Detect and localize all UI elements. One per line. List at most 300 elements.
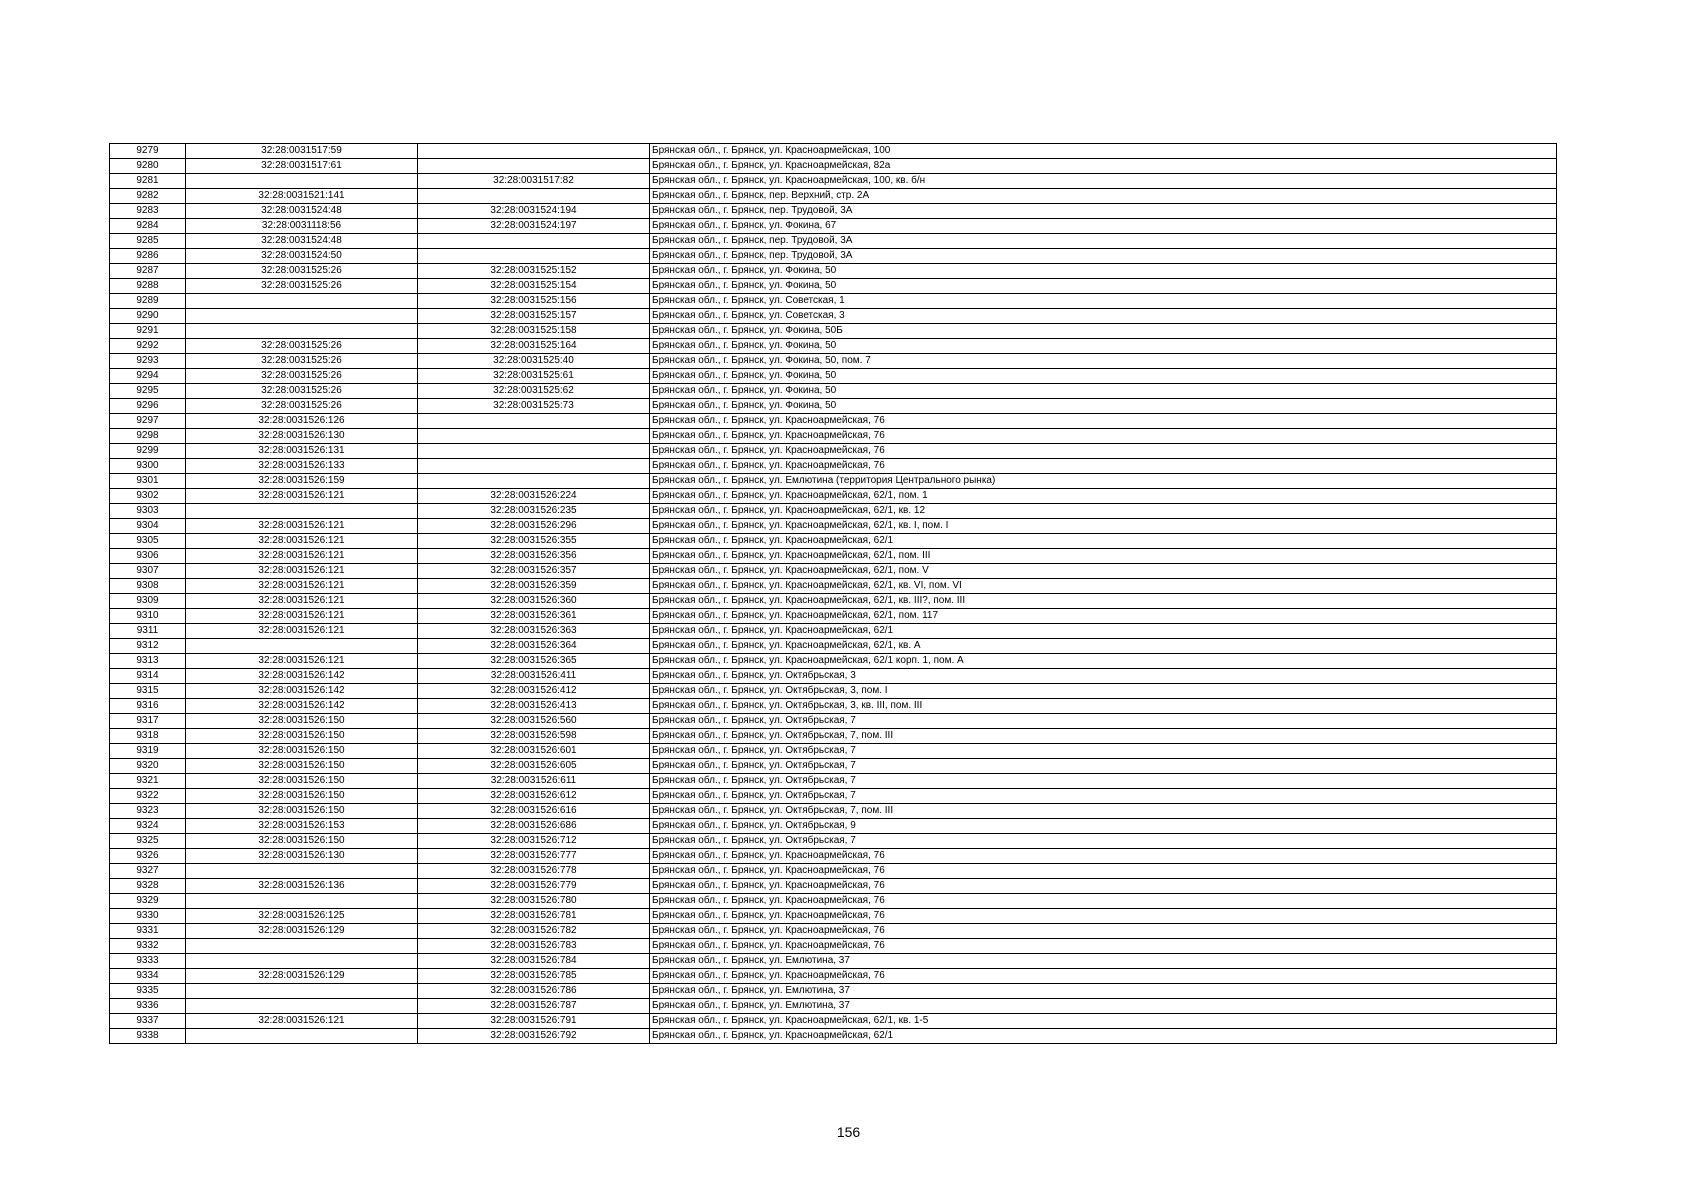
parent-cadastral-number-cell: 32:28:0031526:150 xyxy=(186,744,418,759)
table-row xyxy=(110,474,1557,489)
table-row xyxy=(110,519,1557,534)
address-cell: Брянская обл., г. Брянск, ул. Красноармейская, 76 xyxy=(650,909,1557,924)
row-number-cell: 9330 xyxy=(110,909,186,924)
object-cadastral-number-cell: 32:28:0031526:412 xyxy=(418,684,650,699)
address-cell: Брянская обл., г. Брянск, пер. Верхний, стр. 2А xyxy=(650,189,1557,204)
parent-cadastral-number-cell: 32:28:0031525:26 xyxy=(186,369,418,384)
address-cell: Брянская обл., г. Брянск, ул. Фокина, 50 xyxy=(650,399,1557,414)
object-cadastral-number-cell: 32:28:0031526:359 xyxy=(418,579,650,594)
address-cell: Брянская обл., г. Брянск, ул. Красноармейская, 62/1, пом. 117 xyxy=(650,609,1557,624)
address-cell: Брянская обл., г. Брянск, ул. Красноармейская, 62/1 корп. 1, пом. А xyxy=(650,654,1557,669)
address-cell: Брянская обл., г. Брянск, ул. Емлютина (территория Центрального рынка) xyxy=(650,474,1557,489)
page-number: 156 xyxy=(836,1124,861,1140)
table-row xyxy=(110,939,1557,954)
table-row xyxy=(110,249,1557,264)
row-number-cell: 9314 xyxy=(110,669,186,684)
object-cadastral-number-cell: 32:28:0031526:413 xyxy=(418,699,650,714)
row-number-cell: 9299 xyxy=(110,444,186,459)
parent-cadastral-number-cell: 32:28:0031526:142 xyxy=(186,669,418,684)
object-cadastral-number-cell: 32:28:0031525:152 xyxy=(418,264,650,279)
parent-cadastral-number-cell xyxy=(186,984,418,999)
row-number-cell: 9306 xyxy=(110,549,186,564)
table-row xyxy=(110,594,1557,609)
address-cell: Брянская обл., г. Брянск, ул. Красноармейская, 76 xyxy=(650,894,1557,909)
row-number-cell: 9317 xyxy=(110,714,186,729)
parent-cadastral-number-cell xyxy=(186,894,418,909)
object-cadastral-number-cell: 32:28:0031526:792 xyxy=(418,1029,650,1044)
parent-cadastral-number-cell: 32:28:0031526:129 xyxy=(186,969,418,984)
object-cadastral-number-cell: 32:28:0031526:782 xyxy=(418,924,650,939)
object-cadastral-number-cell: 32:28:0031526:779 xyxy=(418,879,650,894)
parent-cadastral-number-cell: 32:28:0031521:141 xyxy=(186,189,418,204)
object-cadastral-number-cell xyxy=(418,144,650,159)
address-cell: Брянская обл., г. Брянск, пер. Трудовой, 3А xyxy=(650,204,1557,219)
table-row xyxy=(110,639,1557,654)
row-number-cell: 9286 xyxy=(110,249,186,264)
parent-cadastral-number-cell: 32:28:0031525:26 xyxy=(186,384,418,399)
table-row xyxy=(110,279,1557,294)
row-number-cell: 9293 xyxy=(110,354,186,369)
table-row xyxy=(110,294,1557,309)
row-number-cell: 9329 xyxy=(110,894,186,909)
object-cadastral-number-cell: 32:28:0031526:598 xyxy=(418,729,650,744)
object-cadastral-number-cell xyxy=(418,429,650,444)
address-cell: Брянская обл., г. Брянск, ул. Красноармейская, 62/1, пом. 1 xyxy=(650,489,1557,504)
row-number-cell: 9307 xyxy=(110,564,186,579)
address-cell: Брянская обл., г. Брянск, ул. Фокина, 50 xyxy=(650,384,1557,399)
row-number-cell: 9302 xyxy=(110,489,186,504)
parent-cadastral-number-cell: 32:28:0031526:150 xyxy=(186,804,418,819)
object-cadastral-number-cell: 32:28:0031526:791 xyxy=(418,1014,650,1029)
table-row xyxy=(110,144,1557,159)
parent-cadastral-number-cell: 32:28:0031525:26 xyxy=(186,279,418,294)
address-cell: Брянская обл., г. Брянск, ул. Октябрьская, 7 xyxy=(650,759,1557,774)
address-cell: Брянская обл., г. Брянск, ул. Красноармейская, 62/1, кв. I, пом. I xyxy=(650,519,1557,534)
row-number-cell: 9280 xyxy=(110,159,186,174)
parent-cadastral-number-cell xyxy=(186,999,418,1014)
parent-cadastral-number-cell: 32:28:0031526:121 xyxy=(186,519,418,534)
parent-cadastral-number-cell: 32:28:0031525:26 xyxy=(186,354,418,369)
table-row xyxy=(110,189,1557,204)
address-cell: Брянская обл., г. Брянск, ул. Красноармейская, 76 xyxy=(650,414,1557,429)
object-cadastral-number-cell: 32:28:0031526:364 xyxy=(418,639,650,654)
row-number-cell: 9321 xyxy=(110,774,186,789)
parent-cadastral-number-cell: 32:28:0031524:48 xyxy=(186,204,418,219)
table-row xyxy=(110,909,1557,924)
parent-cadastral-number-cell: 32:28:0031526:153 xyxy=(186,819,418,834)
table-row xyxy=(110,789,1557,804)
table-row xyxy=(110,1029,1557,1044)
parent-cadastral-number-cell: 32:28:0031525:26 xyxy=(186,264,418,279)
address-cell: Брянская обл., г. Брянск, пер. Трудовой, 3А xyxy=(650,234,1557,249)
parent-cadastral-number-cell: 32:28:0031526:142 xyxy=(186,699,418,714)
row-number-cell: 9294 xyxy=(110,369,186,384)
table-row xyxy=(110,339,1557,354)
object-cadastral-number-cell: 32:28:0031526:786 xyxy=(418,984,650,999)
parent-cadastral-number-cell xyxy=(186,639,418,654)
table-row xyxy=(110,969,1557,984)
table-row xyxy=(110,369,1557,384)
parent-cadastral-number-cell: 32:28:0031524:50 xyxy=(186,249,418,264)
object-cadastral-number-cell: 32:28:0031526:360 xyxy=(418,594,650,609)
table-row xyxy=(110,579,1557,594)
parent-cadastral-number-cell: 32:28:0031526:142 xyxy=(186,684,418,699)
address-cell: Брянская обл., г. Брянск, ул. Емлютина, 37 xyxy=(650,999,1557,1014)
parent-cadastral-number-cell: 32:28:0031526:121 xyxy=(186,654,418,669)
parent-cadastral-number-cell: 32:28:0031525:26 xyxy=(186,399,418,414)
parent-cadastral-number-cell: 32:28:0031526:121 xyxy=(186,489,418,504)
row-number-cell: 9331 xyxy=(110,924,186,939)
table-row xyxy=(110,804,1557,819)
parent-cadastral-number-cell: 32:28:0031526:150 xyxy=(186,774,418,789)
address-cell: Брянская обл., г. Брянск, ул. Фокина, 50 xyxy=(650,369,1557,384)
row-number-cell: 9287 xyxy=(110,264,186,279)
row-number-cell: 9325 xyxy=(110,834,186,849)
parent-cadastral-number-cell: 32:28:0031526:130 xyxy=(186,849,418,864)
parent-cadastral-number-cell xyxy=(186,504,418,519)
address-cell: Брянская обл., г. Брянск, ул. Красноармейская, 62/1 xyxy=(650,624,1557,639)
object-cadastral-number-cell: 32:28:0031526:560 xyxy=(418,714,650,729)
address-cell: Брянская обл., г. Брянск, ул. Красноармейская, 100, кв. б/н xyxy=(650,174,1557,189)
object-cadastral-number-cell: 32:28:0031524:194 xyxy=(418,204,650,219)
object-cadastral-number-cell: 32:28:0031526:605 xyxy=(418,759,650,774)
table-row xyxy=(110,669,1557,684)
row-number-cell: 9305 xyxy=(110,534,186,549)
parent-cadastral-number-cell: 32:28:0031526:136 xyxy=(186,879,418,894)
table-row xyxy=(110,849,1557,864)
object-cadastral-number-cell xyxy=(418,159,650,174)
object-cadastral-number-cell: 32:28:0031525:158 xyxy=(418,324,650,339)
registry-table-body xyxy=(110,144,1557,1044)
table-row xyxy=(110,489,1557,504)
address-cell: Брянская обл., г. Брянск, ул. Красноармейская, 62/1 xyxy=(650,1029,1557,1044)
address-cell: Брянская обл., г. Брянск, ул. Красноармейская, 62/1, кв. 12 xyxy=(650,504,1557,519)
object-cadastral-number-cell: 32:28:0031525:156 xyxy=(418,294,650,309)
parent-cadastral-number-cell: 32:28:0031526:126 xyxy=(186,414,418,429)
parent-cadastral-number-cell: 32:28:0031526:125 xyxy=(186,909,418,924)
parent-cadastral-number-cell: 32:28:0031526:121 xyxy=(186,564,418,579)
object-cadastral-number-cell: 32:28:0031526:361 xyxy=(418,609,650,624)
parent-cadastral-number-cell xyxy=(186,939,418,954)
address-cell: Брянская обл., г. Брянск, ул. Фокина, 50 xyxy=(650,279,1557,294)
table-row xyxy=(110,819,1557,834)
parent-cadastral-number-cell xyxy=(186,864,418,879)
address-cell: Брянская обл., г. Брянск, ул. Фокина, 67 xyxy=(650,219,1557,234)
table-row xyxy=(110,684,1557,699)
row-number-cell: 9312 xyxy=(110,639,186,654)
object-cadastral-number-cell: 32:28:0031525:40 xyxy=(418,354,650,369)
address-cell: Брянская обл., г. Брянск, ул. Октябрьская, 7 xyxy=(650,714,1557,729)
address-cell: Брянская обл., г. Брянск, ул. Красноармейская, 62/1, пом. V xyxy=(650,564,1557,579)
parent-cadastral-number-cell xyxy=(186,954,418,969)
table-row xyxy=(110,429,1557,444)
table-row xyxy=(110,984,1557,999)
object-cadastral-number-cell: 32:28:0031526:224 xyxy=(418,489,650,504)
object-cadastral-number-cell: 32:28:0031526:785 xyxy=(418,969,650,984)
object-cadastral-number-cell: 32:28:0031526:612 xyxy=(418,789,650,804)
table-row xyxy=(110,504,1557,519)
table-row xyxy=(110,609,1557,624)
object-cadastral-number-cell xyxy=(418,234,650,249)
object-cadastral-number-cell: 32:28:0031526:411 xyxy=(418,669,650,684)
object-cadastral-number-cell: 32:28:0031526:355 xyxy=(418,534,650,549)
row-number-cell: 9337 xyxy=(110,1014,186,1029)
object-cadastral-number-cell xyxy=(418,414,650,429)
object-cadastral-number-cell: 32:28:0031526:777 xyxy=(418,849,650,864)
address-cell: Брянская обл., г. Брянск, ул. Красноармейская, 62/1 xyxy=(650,534,1557,549)
object-cadastral-number-cell: 32:28:0031525:73 xyxy=(418,399,650,414)
object-cadastral-number-cell: 32:28:0031526:357 xyxy=(418,564,650,579)
row-number-cell: 9322 xyxy=(110,789,186,804)
object-cadastral-number-cell: 32:28:0031526:781 xyxy=(418,909,650,924)
row-number-cell: 9327 xyxy=(110,864,186,879)
table-row xyxy=(110,654,1557,669)
row-number-cell: 9338 xyxy=(110,1029,186,1044)
address-cell: Брянская обл., г. Брянск, ул. Красноармейская, 76 xyxy=(650,444,1557,459)
address-cell: Брянская обл., г. Брянск, ул. Октябрьская, 7, пом. III xyxy=(650,729,1557,744)
object-cadastral-number-cell: 32:28:0031526:611 xyxy=(418,774,650,789)
row-number-cell: 9298 xyxy=(110,429,186,444)
parent-cadastral-number-cell: 32:28:0031526:130 xyxy=(186,429,418,444)
table-row xyxy=(110,564,1557,579)
object-cadastral-number-cell: 32:28:0031526:784 xyxy=(418,954,650,969)
address-cell: Брянская обл., г. Брянск, ул. Красноармейская, 76 xyxy=(650,924,1557,939)
object-cadastral-number-cell: 32:28:0031526:712 xyxy=(418,834,650,849)
parent-cadastral-number-cell: 32:28:0031526:159 xyxy=(186,474,418,489)
parent-cadastral-number-cell: 32:28:0031526:129 xyxy=(186,924,418,939)
parent-cadastral-number-cell: 32:28:0031526:150 xyxy=(186,789,418,804)
address-cell: Брянская обл., г. Брянск, ул. Октябрьская, 7 xyxy=(650,834,1557,849)
parent-cadastral-number-cell xyxy=(186,1029,418,1044)
row-number-cell: 9326 xyxy=(110,849,186,864)
row-number-cell: 9310 xyxy=(110,609,186,624)
table-row xyxy=(110,894,1557,909)
row-number-cell: 9323 xyxy=(110,804,186,819)
parent-cadastral-number-cell: 32:28:0031526:150 xyxy=(186,729,418,744)
row-number-cell: 9313 xyxy=(110,654,186,669)
table-row xyxy=(110,759,1557,774)
parent-cadastral-number-cell: 32:28:0031526:121 xyxy=(186,579,418,594)
object-cadastral-number-cell xyxy=(418,444,650,459)
object-cadastral-number-cell: 32:28:0031517:82 xyxy=(418,174,650,189)
address-cell: Брянская обл., г. Брянск, ул. Красноармейская, 76 xyxy=(650,429,1557,444)
parent-cadastral-number-cell: 32:28:0031526:150 xyxy=(186,759,418,774)
row-number-cell: 9300 xyxy=(110,459,186,474)
row-number-cell: 9281 xyxy=(110,174,186,189)
object-cadastral-number-cell: 32:28:0031525:164 xyxy=(418,339,650,354)
address-cell: Брянская обл., г. Брянск, ул. Октябрьская, 3, пом. I xyxy=(650,684,1557,699)
table-row xyxy=(110,459,1557,474)
table-row xyxy=(110,384,1557,399)
table-row xyxy=(110,714,1557,729)
row-number-cell: 9311 xyxy=(110,624,186,639)
address-cell: Брянская обл., г. Брянск, ул. Красноармейская, 76 xyxy=(650,939,1557,954)
address-cell: Брянская обл., г. Брянск, ул. Октябрьская, 7 xyxy=(650,789,1557,804)
row-number-cell: 9297 xyxy=(110,414,186,429)
address-cell: Брянская обл., г. Брянск, ул. Емлютина, 37 xyxy=(650,954,1557,969)
address-cell: Брянская обл., г. Брянск, ул. Красноармейская, 76 xyxy=(650,864,1557,879)
row-number-cell: 9318 xyxy=(110,729,186,744)
address-cell: Брянская обл., г. Брянск, ул. Октябрьская, 7, пом. III xyxy=(650,804,1557,819)
row-number-cell: 9279 xyxy=(110,144,186,159)
row-number-cell: 9308 xyxy=(110,579,186,594)
address-cell: Брянская обл., г. Брянск, ул. Фокина, 50 xyxy=(650,264,1557,279)
row-number-cell: 9303 xyxy=(110,504,186,519)
object-cadastral-number-cell: 32:28:0031525:154 xyxy=(418,279,650,294)
row-number-cell: 9324 xyxy=(110,819,186,834)
object-cadastral-number-cell: 32:28:0031526:356 xyxy=(418,549,650,564)
object-cadastral-number-cell: 32:28:0031525:62 xyxy=(418,384,650,399)
address-cell: Брянская обл., г. Брянск, ул. Красноармейская, 62/1, кв. III?, пом. III xyxy=(650,594,1557,609)
row-number-cell: 9288 xyxy=(110,279,186,294)
row-number-cell: 9333 xyxy=(110,954,186,969)
address-cell: Брянская обл., г. Брянск, ул. Красноармейская, 76 xyxy=(650,969,1557,984)
address-cell: Брянская обл., г. Брянск, ул. Красноармейская, 62/1, пом. III xyxy=(650,549,1557,564)
address-cell: Брянская обл., г. Брянск, ул. Фокина, 50 xyxy=(650,339,1557,354)
address-cell: Брянская обл., г. Брянск, ул. Красноармейская, 62/1, кв. VI, пом. VI xyxy=(650,579,1557,594)
table-row xyxy=(110,204,1557,219)
table-row xyxy=(110,264,1557,279)
table-row xyxy=(110,354,1557,369)
address-cell: Брянская обл., г. Брянск, ул. Емлютина, 37 xyxy=(650,984,1557,999)
table-row xyxy=(110,309,1557,324)
table-row xyxy=(110,774,1557,789)
row-number-cell: 9283 xyxy=(110,204,186,219)
object-cadastral-number-cell: 32:28:0031525:157 xyxy=(418,309,650,324)
object-cadastral-number-cell xyxy=(418,189,650,204)
row-number-cell: 9284 xyxy=(110,219,186,234)
parent-cadastral-number-cell: 32:28:0031517:61 xyxy=(186,159,418,174)
object-cadastral-number-cell: 32:28:0031524:197 xyxy=(418,219,650,234)
table-row xyxy=(110,534,1557,549)
row-number-cell: 9319 xyxy=(110,744,186,759)
object-cadastral-number-cell: 32:28:0031526:686 xyxy=(418,819,650,834)
address-cell: Брянская обл., г. Брянск, ул. Октябрьская, 3, кв. III, пом. III xyxy=(650,699,1557,714)
parent-cadastral-number-cell: 32:28:0031526:121 xyxy=(186,594,418,609)
table-row xyxy=(110,174,1557,189)
parent-cadastral-number-cell xyxy=(186,309,418,324)
address-cell: Брянская обл., г. Брянск, ул. Октябрьская, 7 xyxy=(650,774,1557,789)
row-number-cell: 9304 xyxy=(110,519,186,534)
address-cell: Брянская обл., г. Брянск, ул. Красноармейская, 76 xyxy=(650,459,1557,474)
parent-cadastral-number-cell: 32:28:0031526:121 xyxy=(186,1014,418,1029)
address-cell: Брянская обл., г. Брянск, ул. Красноармейская, 82а xyxy=(650,159,1557,174)
parent-cadastral-number-cell: 32:28:0031526:133 xyxy=(186,459,418,474)
parent-cadastral-number-cell: 32:28:0031526:121 xyxy=(186,624,418,639)
table-row xyxy=(110,159,1557,174)
table-row xyxy=(110,444,1557,459)
parent-cadastral-number-cell: 32:28:0031526:150 xyxy=(186,714,418,729)
address-cell: Брянская обл., г. Брянск, ул. Красноармейская, 62/1, кв. 1-5 xyxy=(650,1014,1557,1029)
table-row xyxy=(110,834,1557,849)
parent-cadastral-number-cell xyxy=(186,324,418,339)
object-cadastral-number-cell: 32:28:0031525:61 xyxy=(418,369,650,384)
address-cell: Брянская обл., г. Брянск, ул. Фокина, 50Б xyxy=(650,324,1557,339)
table-row xyxy=(110,744,1557,759)
table-row xyxy=(110,924,1557,939)
table-row xyxy=(110,1014,1557,1029)
table-row xyxy=(110,879,1557,894)
row-number-cell: 9296 xyxy=(110,399,186,414)
row-number-cell: 9328 xyxy=(110,879,186,894)
parent-cadastral-number-cell: 32:28:0031526:150 xyxy=(186,834,418,849)
table-row xyxy=(110,999,1557,1014)
row-number-cell: 9309 xyxy=(110,594,186,609)
table-row xyxy=(110,234,1557,249)
object-cadastral-number-cell: 32:28:0031526:787 xyxy=(418,999,650,1014)
table-row xyxy=(110,864,1557,879)
row-number-cell: 9290 xyxy=(110,309,186,324)
table-row xyxy=(110,624,1557,639)
row-number-cell: 9289 xyxy=(110,294,186,309)
parent-cadastral-number-cell: 32:28:0031526:121 xyxy=(186,609,418,624)
address-cell: Брянская обл., г. Брянск, ул. Октябрьская, 9 xyxy=(650,819,1557,834)
parent-cadastral-number-cell: 32:28:0031526:121 xyxy=(186,549,418,564)
parent-cadastral-number-cell xyxy=(186,174,418,189)
parent-cadastral-number-cell: 32:28:0031118:56 xyxy=(186,219,418,234)
row-number-cell: 9301 xyxy=(110,474,186,489)
parent-cadastral-number-cell: 32:28:0031526:121 xyxy=(186,534,418,549)
object-cadastral-number-cell: 32:28:0031526:235 xyxy=(418,504,650,519)
table-row xyxy=(110,954,1557,969)
row-number-cell: 9320 xyxy=(110,759,186,774)
row-number-cell: 9332 xyxy=(110,939,186,954)
parent-cadastral-number-cell xyxy=(186,294,418,309)
row-number-cell: 9316 xyxy=(110,699,186,714)
address-cell: Брянская обл., г. Брянск, ул. Советская, 3 xyxy=(650,309,1557,324)
object-cadastral-number-cell xyxy=(418,474,650,489)
address-cell: Брянская обл., г. Брянск, ул. Фокина, 50, пом. 7 xyxy=(650,354,1557,369)
object-cadastral-number-cell: 32:28:0031526:783 xyxy=(418,939,650,954)
row-number-cell: 9295 xyxy=(110,384,186,399)
table-row xyxy=(110,399,1557,414)
table-row xyxy=(110,219,1557,234)
row-number-cell: 9291 xyxy=(110,324,186,339)
address-cell: Брянская обл., г. Брянск, ул. Красноармейская, 76 xyxy=(650,879,1557,894)
parent-cadastral-number-cell: 32:28:0031525:26 xyxy=(186,339,418,354)
table-row xyxy=(110,549,1557,564)
address-cell: Брянская обл., г. Брянск, ул. Красноармейская, 100 xyxy=(650,144,1557,159)
table-row xyxy=(110,699,1557,714)
row-number-cell: 9336 xyxy=(110,999,186,1014)
row-number-cell: 9282 xyxy=(110,189,186,204)
object-cadastral-number-cell: 32:28:0031526:363 xyxy=(418,624,650,639)
object-cadastral-number-cell: 32:28:0031526:778 xyxy=(418,864,650,879)
address-cell: Брянская обл., г. Брянск, ул. Октябрьская, 3 xyxy=(650,669,1557,684)
parent-cadastral-number-cell: 32:28:0031524:48 xyxy=(186,234,418,249)
table-row xyxy=(110,729,1557,744)
parent-cadastral-number-cell: 32:28:0031526:131 xyxy=(186,444,418,459)
address-cell: Брянская обл., г. Брянск, ул. Советская, 1 xyxy=(650,294,1557,309)
row-number-cell: 9315 xyxy=(110,684,186,699)
object-cadastral-number-cell: 32:28:0031526:296 xyxy=(418,519,650,534)
row-number-cell: 9292 xyxy=(110,339,186,354)
table-row xyxy=(110,414,1557,429)
object-cadastral-number-cell: 32:28:0031526:365 xyxy=(418,654,650,669)
address-cell: Брянская обл., г. Брянск, пер. Трудовой, 3А xyxy=(650,249,1557,264)
address-cell: Брянская обл., г. Брянск, ул. Красноармейская, 62/1, кв. А xyxy=(650,639,1557,654)
table-row xyxy=(110,324,1557,339)
row-number-cell: 9334 xyxy=(110,969,186,984)
object-cadastral-number-cell: 32:28:0031526:601 xyxy=(418,744,650,759)
object-cadastral-number-cell xyxy=(418,249,650,264)
object-cadastral-number-cell: 32:28:0031526:780 xyxy=(418,894,650,909)
registry-table xyxy=(109,143,1557,1044)
address-cell: Брянская обл., г. Брянск, ул. Октябрьская, 7 xyxy=(650,744,1557,759)
object-cadastral-number-cell xyxy=(418,459,650,474)
parent-cadastral-number-cell: 32:28:0031517:59 xyxy=(186,144,418,159)
object-cadastral-number-cell: 32:28:0031526:616 xyxy=(418,804,650,819)
